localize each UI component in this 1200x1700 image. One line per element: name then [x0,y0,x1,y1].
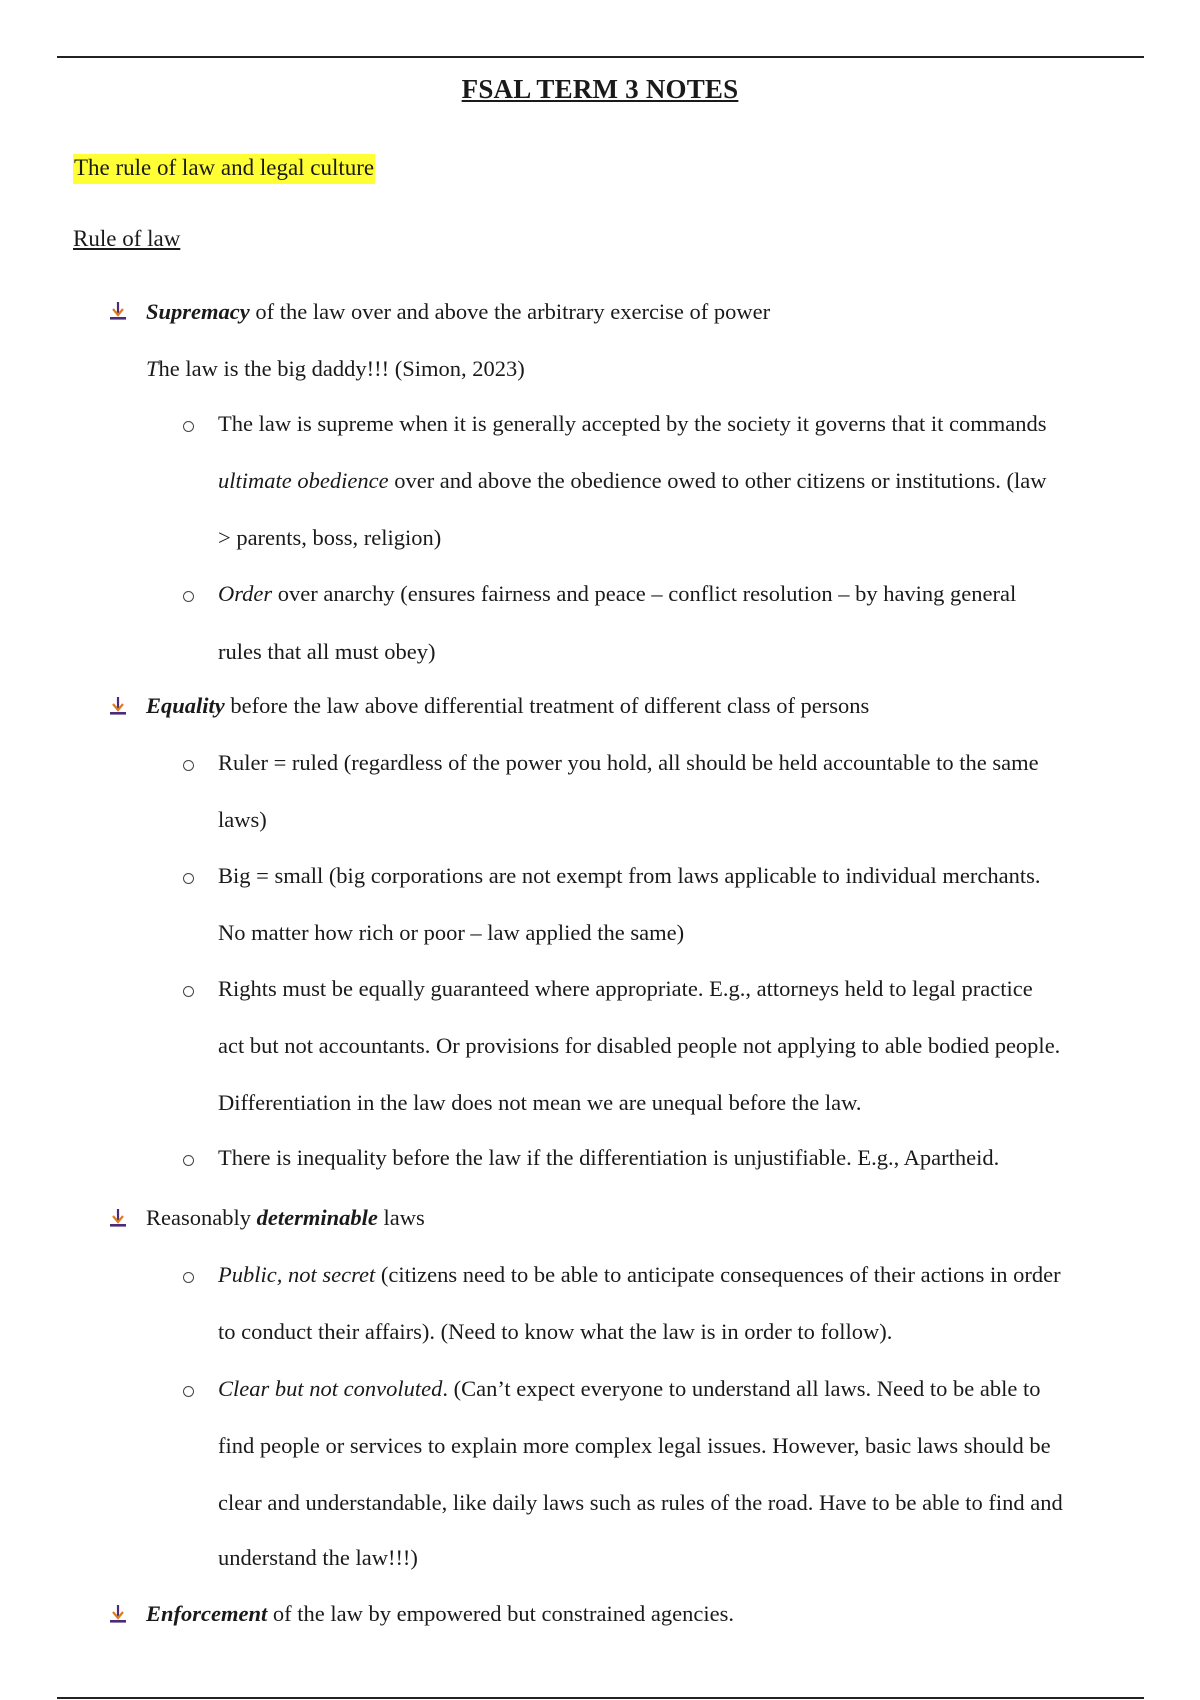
section-heading: The rule of law and legal culture [73,154,375,184]
top-rule [57,56,1144,58]
hollow-circle-icon [183,1386,194,1397]
determinable-sub2-line4: understand the law!!!) [218,1545,418,1570]
supremacy-text: of the law over and above the arbitrary exercise of power [249,299,771,324]
hollow-circle-icon [183,1155,194,1166]
determinable-sub2-line1-text: . (Can’t expect everyone to understand all laws. Need to be able to [442,1376,1041,1401]
subheading: Rule of law [73,226,181,251]
big-daddy-initial: T [146,356,159,381]
clear-not-convoluted-term: Clear but not convoluted [218,1376,443,1401]
ultimate-obedience-term: ultimate obedience [218,468,389,493]
bullet-enforcement [146,1599,734,1629]
equality-sub2-line1: Big = small (big corporations are not exempt from laws applicable to individual merchants. [218,863,1041,888]
supremacy-sub2-line2: rules that all must obey) [218,639,436,664]
arrow-bullet-icon [107,1603,129,1625]
equality-sub4-line1: There is inequality before the law if the differentiation is unjustifiable. E.g., Apartheid. [218,1145,1000,1170]
document-title: FSAL TERM 3 NOTES [461,74,739,104]
arrow-bullet-icon [107,1207,129,1229]
supremacy-sub1-line3: > parents, boss, religion) [218,525,442,550]
hollow-circle-icon [183,1272,194,1283]
equality-sub1-line2: laws) [218,807,267,832]
hollow-circle-icon [183,760,194,771]
determinable-sub1-line1-text: (citizens need to be able to anticipate consequences of their actions in order [375,1262,1061,1287]
hollow-circle-icon [183,873,194,884]
determinable-pre: Reasonably [146,1205,257,1230]
arrow-bullet-icon [107,300,129,322]
bullet-supremacy [146,297,770,327]
enforcement-text: of the law by empowered but constrained agencies. [267,1601,734,1626]
determinable-sub2-line3: clear and understandable, like daily laws such as rules of the road. Have to be able to find and [218,1490,1063,1515]
determinable-sub1-line2: to conduct their affairs). (Need to know what the law is in order to follow). [218,1319,893,1344]
determinable-sub2-line1 [218,1374,1040,1404]
bullet-determinable [146,1203,425,1233]
determinable-post: laws [377,1205,425,1230]
enforcement-term: Enforcement [146,1601,268,1626]
determinable-term: determinable [256,1205,378,1230]
supremacy-sub1-line1: The law is supreme when it is generally accepted by the society it governs that it commands [218,411,1047,436]
bullet-equality [146,691,869,721]
equality-sub3-line2: act but not accountants. Or provisions for disabled people not applying to able bodied people. [218,1033,1061,1058]
supremacy-sub2-line1-text: over anarchy (ensures fairness and peace – conflict resolution – by having general [272,581,1017,606]
public-not-secret-term: Public, not secret [218,1262,376,1287]
determinable-sub2-line2: find people or services to explain more complex legal issues. However, basic laws should be [218,1433,1051,1458]
equality-term: Equality [146,693,225,718]
equality-text: before the law above differential treatment of different class of persons [224,693,870,718]
supremacy-term: Supremacy [146,299,250,324]
hollow-circle-icon [183,421,194,432]
equality-sub2-line2: No matter how rich or poor – law applied the same) [218,920,685,945]
hollow-circle-icon [183,986,194,997]
arrow-bullet-icon [107,695,129,717]
supremacy-sub2-line1 [218,579,1016,609]
determinable-sub1-line1 [218,1260,1061,1290]
equality-sub3-line3: Differentiation in the law does not mean we are unequal before the law. [218,1090,862,1115]
equality-sub1-line1: Ruler = ruled (regardless of the power you hold, all should be held accountable to the same [218,750,1039,775]
order-term: Order [218,581,273,606]
big-daddy-text: he law is the big daddy!!! (Simon, 2023) [158,356,525,381]
equality-sub3-line1: Rights must be equally guaranteed where appropriate. E.g., attorneys held to legal practice [218,976,1033,1001]
hollow-circle-icon [183,591,194,602]
bottom-rule [57,1697,1144,1699]
supremacy-sub1-line2-text: over and above the obedience owed to other citizens or institutions. (law [388,468,1047,493]
supremacy-sub1-line2 [218,466,1047,496]
big-daddy-line [146,354,525,384]
